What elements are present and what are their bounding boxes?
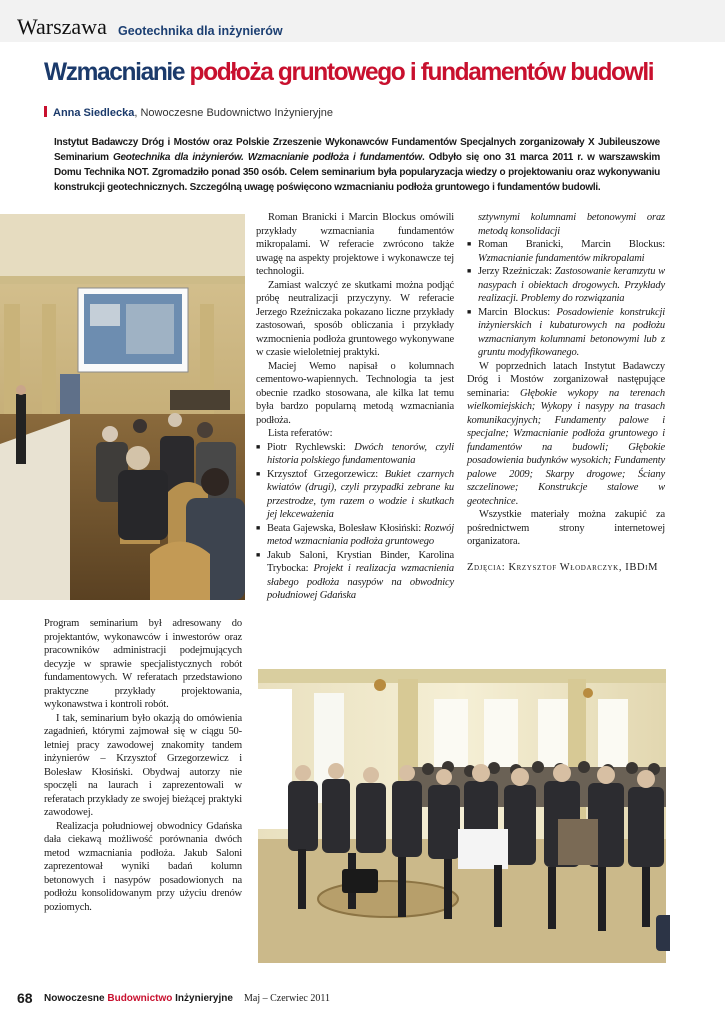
reference-list (256, 441, 454, 603)
list-label: Lista referatów: (268, 428, 333, 439)
prev-seminars-end: . (515, 495, 518, 507)
ref-title: Bukiet czarnych kwiatów (drugi), czyli przypadki zebrane ku przestrodze, tym razem o wodzie i skutkach jej lekceważenia (267, 468, 454, 520)
paragraph: Program seminarium był adresowany do projektantów, wykonawców i inwestorów oraz pracowników administracji podejmujących decyzje w sprawie specjalistycznych robót fundamentowych. W referatach przedstawiono praktyczne przykłady projektowania, wykonawstwa i kontroli robót. (44, 618, 242, 710)
list-continuation (467, 211, 665, 238)
byline-bar (44, 106, 47, 117)
title-part-2: podłoża gruntowego i fundamentów budowli (189, 58, 654, 86)
title-part-1: Wzmacnianie (44, 58, 190, 86)
ref-author: Jerzy Rzeźniczak: (478, 266, 555, 277)
ref-title-continued: sztywnymi kolumnami betonowymi oraz metodą konsolidacji (478, 212, 665, 237)
prev-seminars-list: Głębokie wykopy na terenach wielkomiejskich; Wykopy i nasypy na trasach komunikacyjnych; Fundamenty palowe i specjalne; Wzmacnianie podłoża gruntowego i fundamentów na budowli; Głębokie posadowienia budynków wysokich; Fundamenty palowe 2009; Skarpy drogowe; Ściany szczelinowe; Konstrukcje stalowe w geotechnice (467, 387, 665, 507)
list-item (256, 522, 454, 549)
list-item (256, 468, 454, 522)
ref-title: Projekt i realizacja wzmacnienia słabego podłoża nasypów na obwodnicy południowej Gdańska (267, 563, 454, 601)
ref-author: Beata Gajewska, Bolesław Kłosiński: (267, 522, 424, 534)
byline (44, 106, 333, 119)
lead-p1: Instytut Badawczy Dróg i Mostów oraz Polskie Zrzeszenie Wykonawców Fundamentów Specjalnych zorganizowały X Jubileuszowe Seminarium (54, 137, 660, 163)
list-item (467, 265, 665, 306)
column-3 (467, 211, 665, 574)
ref-author: Piotr Rychlewski: (267, 441, 355, 453)
page-edge-tab (656, 915, 670, 951)
paragraph: I tak, seminarium było okazją do omówienia zagadnień, którymi zajmował się w ciągu 50-letniej pracy zawodowej znakomity tandem inżynierów – Krzysztof Grzegorzewicz i Bolesław Kłosiński. Obydwaj autorzy nie spoczęli na laurach i zaprezentowali w referatach przykłady ze swojej bieżącej praktyki zawodowej. (44, 712, 242, 818)
ref-title: Posadowienie konstrukcji inżynierskich i kubaturowych na podłożu wzmacnianym kolumnami betonowymi lub z gruntu modyfikowanego. (478, 306, 665, 358)
ref-author: Krzysztof Grzegorzewicz: (267, 468, 385, 480)
paragraph: Wszystkie materiały można zakupić za pośrednictwem strony internetowej organizatora. (467, 509, 665, 547)
reference-list (467, 238, 665, 360)
photo-hall-presentation (0, 214, 245, 600)
paragraph: Realizacja południowej obwodnicy Gdańska dała ciekawą możliwość porównania dwóch metod wzmacniania podłoża. Jakub Saloni zaprezentował wyniki badań kolumn betonowych i nasypów posadowionych na podłożu konsolidowanym przy użyciu drenów poziomych. (44, 820, 242, 913)
paragraph (467, 360, 665, 509)
lead-p3: . Odbyło się ono 31 marca 2011 r. w warszawskim Domu Technika NOT. Zgromadziło ponad 350 osób. Celem seminarium była popularyzacja wiedzy o projektowaniu oraz wykonywaniu konstrukcji geotechnicznych. Szczególną uwagę poświęcono wzmacnianiu podłoża gruntowego i fundamentów budowli. (54, 152, 660, 193)
article-lead (54, 135, 660, 195)
brand-part-1: Nowoczesne (44, 993, 108, 1004)
paragraph: Zamiast walczyć ze skutkami można podjąć próbę neutralizacji przyczyny. W referacie Jerzego Rzeźniczaka pokazano liczne przykłady zastosowań, sposób obliczania i przykłady wzmocnienia podłoża gruntowego wykonywane w czasie wieloletniej praktyki. (256, 279, 454, 358)
issue-date: Maj – Czerwiec 2011 (244, 993, 330, 1004)
list-item (256, 549, 454, 603)
prev-seminars-intro: W poprzednich latach Instytut Badawczy Dróg i Mostów zorganizował następujące seminaria: (467, 360, 665, 399)
lead-seminar-title: Geotechnika dla inżynierów. Wzmacnianie podłoża i fundamentów (112, 152, 422, 163)
author-name: Anna Siedlecka (53, 107, 135, 119)
photo-audience (258, 669, 666, 963)
ref-author: Jakub Saloni, Krystian Binder, Karolina Trybocka: (267, 549, 454, 574)
photo-credit: Zdjęcia: Krzysztof Włodarczyk, IBDiM (467, 561, 659, 573)
paragraph: Roman Branicki i Marcin Blockus omówili przykłady wzmacniania fundamentów mikropalami. W referacie zwrócono także uwagę na aspekty projektowe i wykonawcze tej technologii. (256, 212, 454, 277)
ref-author: Marcin Blockus: (478, 306, 557, 318)
paragraph: Maciej Wemo napisał o kolumnach cementowo-wapiennych. Technologia ta jest obecnie rzadko stosowana, ale kilka lat temu była bardzo popularną metodą wzmacniania podłoża. (256, 360, 454, 426)
ref-title: Dwóch tenorów, czyli historia polskiego fundamentowania (267, 441, 454, 466)
ref-title: Rozwój metod wzmacniania podłoża gruntowego (267, 522, 454, 547)
ref-title: Wzmacnianie fundamentów mikropalami (478, 252, 645, 264)
magazine-name (44, 993, 233, 1004)
list-item (467, 306, 665, 360)
brand-part-2: Budownictwo (107, 993, 173, 1004)
article-title (44, 58, 653, 87)
brand-part-3: Inżynieryjne (172, 993, 233, 1004)
author-affiliation: , Nowoczesne Budownictwo Inżynieryjne (134, 107, 334, 119)
section-label: Geotechnika dla inżynierów (118, 24, 283, 38)
page-number: 68 (17, 990, 33, 1006)
list-item (256, 441, 454, 468)
ref-author: Roman Branicki, Marcin Blockus: (478, 239, 665, 250)
city-label: Warszawa (17, 14, 107, 39)
header-band (0, 0, 725, 42)
column-1 (44, 617, 242, 914)
ref-title: Zastosowanie keramzytu w nasypach i obiektach drogowych. Przykłady realizacji. Problemy do rozwiązania (478, 266, 665, 304)
page-footer (0, 985, 725, 1024)
list-item (467, 238, 665, 265)
column-2 (256, 211, 454, 603)
